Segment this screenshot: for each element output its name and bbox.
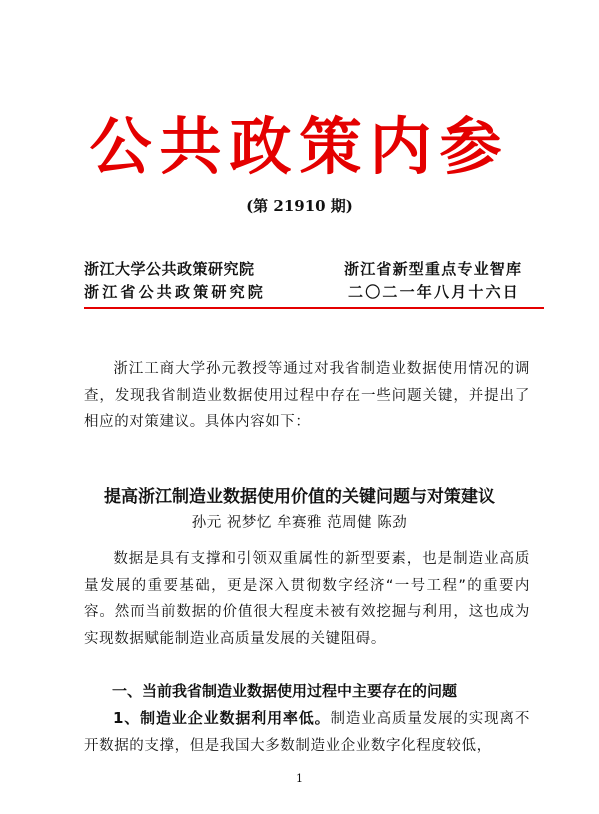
section-heading-1: 一、当前我省制造业数据使用过程中主要存在的问题 [112,682,458,700]
body-paragraph-2 [84,705,530,759]
publish-date: 二〇二一年八月十六日 [348,283,521,301]
red-divider [84,307,544,309]
article-authors: 孙元 祝梦忆 牟赛雅 范周健 陈劲 [191,515,408,531]
body-paragraph-1-text: 数据是具有支撑和引领双重属性的新型要素，也是制造业高质量发展的重要基础，更是深入贯彻数字经济“一号工程”的重要内容。然而当前数据的价值很大程度未被有效挖掘与利用，这也成为实现数据赋能制造业高质量发展的关键阻碍。 [84,551,530,647]
org-right-line1: 浙江省新型重点专业智库 [344,260,523,278]
masthead-title: 公共政策内参 [89,110,510,183]
article-title: 提高浙江制造业数据使用价值的关键问题与对策建议 [104,487,495,507]
page-number: 1 [296,772,303,785]
intro-paragraph [84,356,530,436]
item1-text: 制造业高质量发展的实现离不开数据的支撑，但是我国大多数制造业企业数字化程度较低， [84,711,530,754]
item1-label: 1、制造业企业数据利用率低。 [113,709,331,727]
issue-number: (第 21910 期) [246,197,353,215]
body-paragraph-1 [84,546,530,652]
org-left-line2: 浙江省公共政策研究院 [84,283,267,301]
org-left-line1: 浙江大学公共政策研究院 [84,260,255,278]
intro-text: 浙江工商大学孙元教授等通过对我省制造业数据使用情况的调查，发现我省制造业数据使用过程中存在一些问题关键，并提出了相应的对策建议。具体内容如下： [84,361,530,430]
